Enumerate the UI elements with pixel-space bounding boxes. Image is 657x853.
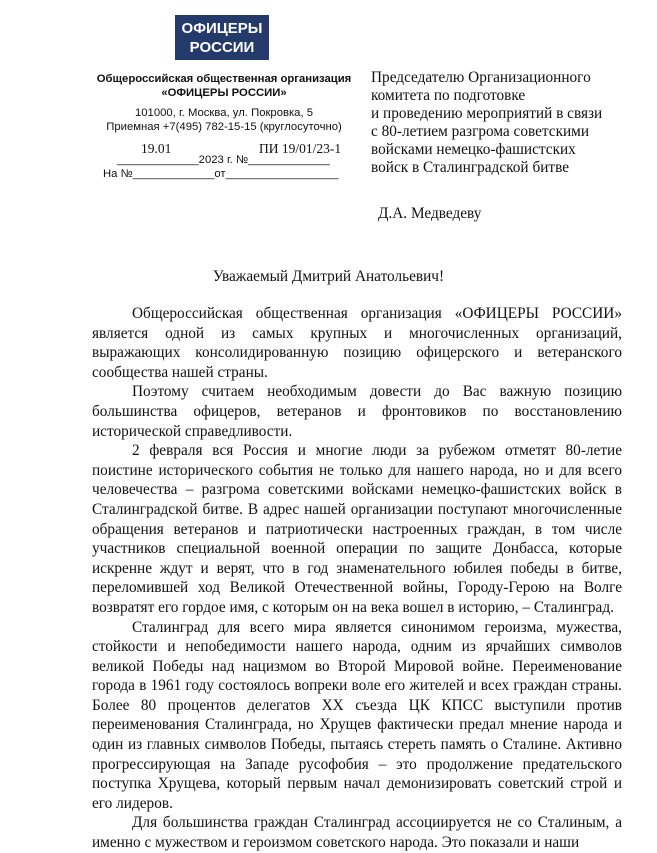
logo-line-1: ОФИЦЕРЫ (181, 19, 263, 37)
addressee-line: комитета по подготовке (371, 87, 526, 104)
organization-logo (175, 15, 269, 60)
org-name-line-1: Общероссийская общественная организация (96, 73, 352, 85)
paragraph: Общероссийская общественная организация «ОФИЦЕРЫ РОССИИ» является одной из самых крупных и многочисленных организаций, выражающих консолидированную позицию офицерского и ветеранского сообщества нашей страны. (92, 305, 622, 381)
paragraph: Поэтому считаем необходимым довести до Вас важную позицию большинства офицеров, ветеранов и фронтовиков по восстановлению исторической справедливости. (92, 383, 622, 440)
addressee-line: и проведению мероприятий в связи (371, 105, 603, 122)
addressee-block (371, 69, 651, 223)
recipient-name: Д.А. Медведеву (378, 205, 482, 222)
registration-line-date: _____________2023 г. №_____________ (117, 154, 330, 166)
paragraph: Сталинград для всего мира является синонимом героизма, мужества, стойкости и непобедимости нашего народа, одним из ярчайших символов великой Победы над нацизмом во Второй Мировой войне. Переименование города в 1961 году состоялось вопреки воле его жителей и всех граждан страны. Более 80 процентов делегатов XX съезда ЦК КПСС выступили против переименования Сталинграда, но Хрущев фактически предал мнение народа и один из главных символов Победы, пытаясь стереть память о Сталине. Активно прогрессирующая на Западе русофобия – это продолжение предательского поступка Хрущева, который первым начал демонизировать советский строй и его лидеров. (92, 618, 622, 812)
logo-line-2: РОССИИ (189, 38, 255, 56)
paragraph: 2 февраля вся Россия и многие люди за рубежом отметят 80-летие поистине исторического события не только для нашего народа, но и для всего человечества – разгрома советскими войсками немецко-фашистских войск в Сталинградской битве. В адрес нашей организации поступают многочисленные обращения ветеранов и патриотически настроенных граждан, в том числе участников специальной военной операции по защите Донбасса, которые искренне ждут и верят, что в год знаменательного юбилея победы в битве, переломившей ход Великой Отечественной войны, Городу-Герою на Волге возвратят его гордое имя, с которым он на века вошел в историю, – Сталинград. (92, 442, 622, 616)
paragraph: Для большинства граждан Сталинград ассоциируется не со Сталиным, а именно с мужеством и героизмом советского народа. Это показали и наши (92, 814, 622, 852)
org-address: 101000, г. Москва, ул. Покровка, 5 (134, 107, 314, 119)
org-phone: Приемная +7(495) 782-15-15 (круглосуточно) (106, 120, 342, 133)
letter-body (92, 304, 622, 853)
handwritten-date: 19.01 (141, 141, 172, 156)
organization-header (82, 72, 366, 134)
registration-line-ref: На №_____________от__________________ (103, 168, 339, 180)
addressee-line: Председателю Организационного (371, 69, 591, 86)
handwritten-number: ПИ 19/01/23-1 (259, 141, 342, 156)
addressee-line: с 80-летием разгрома советскими (371, 123, 590, 140)
greeting: Уважаемый Дмитрий Анатольевич! (212, 268, 445, 285)
addressee-line: войск в Сталинградской битве (371, 159, 570, 176)
addressee-line: войсками немецко-фашистских (371, 141, 576, 158)
org-name-line-2: «ОФИЦЕРЫ РОССИИ» (161, 87, 287, 99)
